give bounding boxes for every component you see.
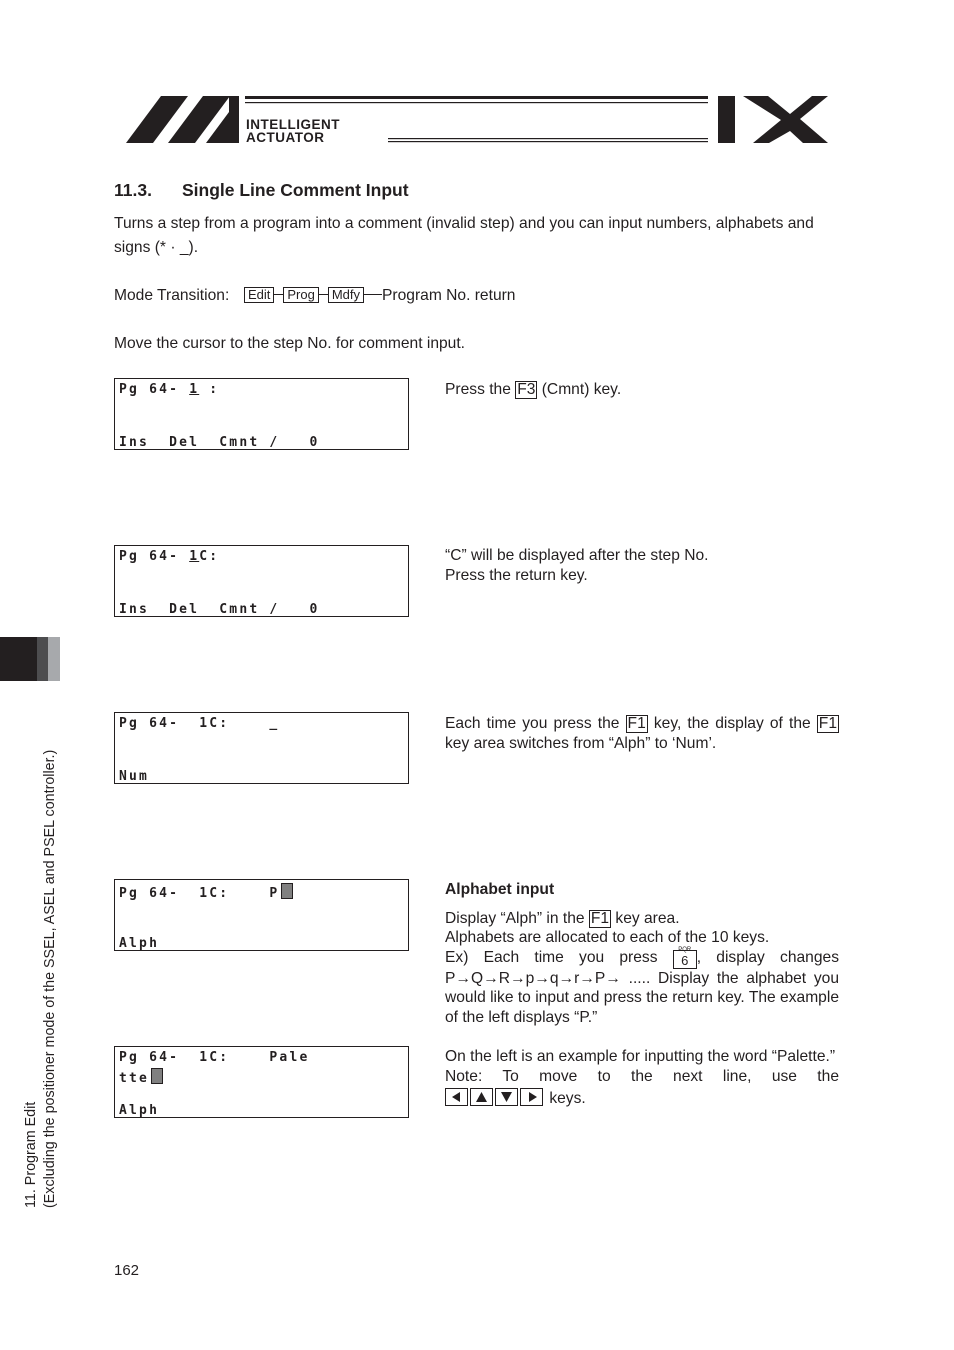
lcd-line-4: Num: [119, 769, 150, 784]
lcd-line-4: Ins Del Cmnt / 0: [119, 435, 320, 450]
section-title-text: Single Line Comment Input: [182, 180, 409, 200]
right-arrow-key-icon: [520, 1088, 543, 1106]
lcd-line-1: Pg 64- 1C: P: [119, 883, 293, 902]
lcd-line-4: Ins Del Cmnt / 0: [119, 602, 320, 617]
chapter-subtitle: (Excluding the positioner mode of the SSEL, ASEL and PSEL controller.): [42, 749, 58, 1208]
lcd-screen-5: [114, 1046, 409, 1118]
logo-line-actuator: ACTUATOR: [246, 130, 325, 145]
left-arrow-key-icon: [445, 1088, 468, 1106]
edit-key: Edit: [244, 287, 274, 303]
ia-logo-graphic: [126, 92, 830, 150]
lcd-line-1: Pg 64- 1C: Pale: [119, 1050, 310, 1065]
chapter-title: 11. Program Edit: [23, 1101, 39, 1208]
chapter-side-label: [22, 688, 60, 1208]
chapter-tab: [0, 637, 60, 681]
step-1-text: Press the F3 (Cmnt) key.: [445, 381, 622, 398]
lcd-screen-2: [114, 545, 409, 617]
intro-paragraph: Turns a step from a program into a comment (invalid step) and you can input numbers, alphabets and signs (* · _).: [114, 215, 814, 256]
step-5-text: On the left is an example for inputting the word “Palette.” Note: To move to the next line, use the keys.: [445, 1048, 839, 1107]
step-2-text: “C” will be displayed after the step No. Press the return key.: [445, 547, 709, 584]
lcd-line-1: Pg 64- 1C:: [119, 549, 220, 564]
lcd-screen-4: [114, 879, 409, 951]
f1-key: F1: [818, 715, 837, 732]
lcd-line-1: Pg 64- 1C: _: [119, 716, 280, 731]
lcd-cursor: [281, 883, 293, 899]
section-number: 11.3.: [114, 180, 152, 200]
step-3-text: Each time you press the F1 key, the display of the F1 key area switches from “Alph” to ‘Num’.: [445, 715, 837, 752]
f1-key: F1: [590, 909, 610, 927]
key-6-icon: PQR 6: [673, 950, 697, 969]
lcd-line-2: tte: [119, 1068, 163, 1087]
lcd-line-4: Alph: [119, 1103, 160, 1118]
step-4-text: Alphabet input Display “Alph” in the F1 key area. Alphabets are allocated to each of the 10 keys. Ex) Each time you press PQR 6 , display changes P→Q→R→p→q→r→P→ ..... Display the alphabet you would like to input and press the return key. The example of the left displays “P.”: [445, 881, 839, 1026]
mode-transition-label: Mode Transition:: [114, 287, 230, 304]
lcd-line-4: Alph: [119, 936, 160, 951]
up-arrow-key-icon: [470, 1088, 493, 1106]
section-title: [114, 180, 409, 201]
header-logo: [126, 92, 830, 150]
cursor-instruction: Move the cursor to the step No. for comment input.: [114, 335, 466, 352]
lcd-cursor: [151, 1068, 163, 1084]
page-number: 162: [114, 1262, 140, 1279]
f3-key: F3: [517, 381, 536, 398]
f1-key: F1: [627, 715, 646, 732]
lcd-line-1: Pg 64- 1 :: [119, 382, 220, 397]
mdfy-key: Mdfy: [328, 287, 364, 303]
mode-transition-tail: Program No. return: [382, 287, 516, 304]
prog-key: Prog: [283, 287, 318, 303]
lcd-screen-1: [114, 378, 409, 450]
mode-transition: [114, 284, 515, 308]
lcd-screen-3: [114, 712, 409, 784]
logo-line-intelligent: INTELLIGENT: [246, 117, 340, 132]
alphabet-input-heading: Alphabet input: [445, 881, 555, 898]
down-arrow-key-icon: [495, 1088, 518, 1106]
